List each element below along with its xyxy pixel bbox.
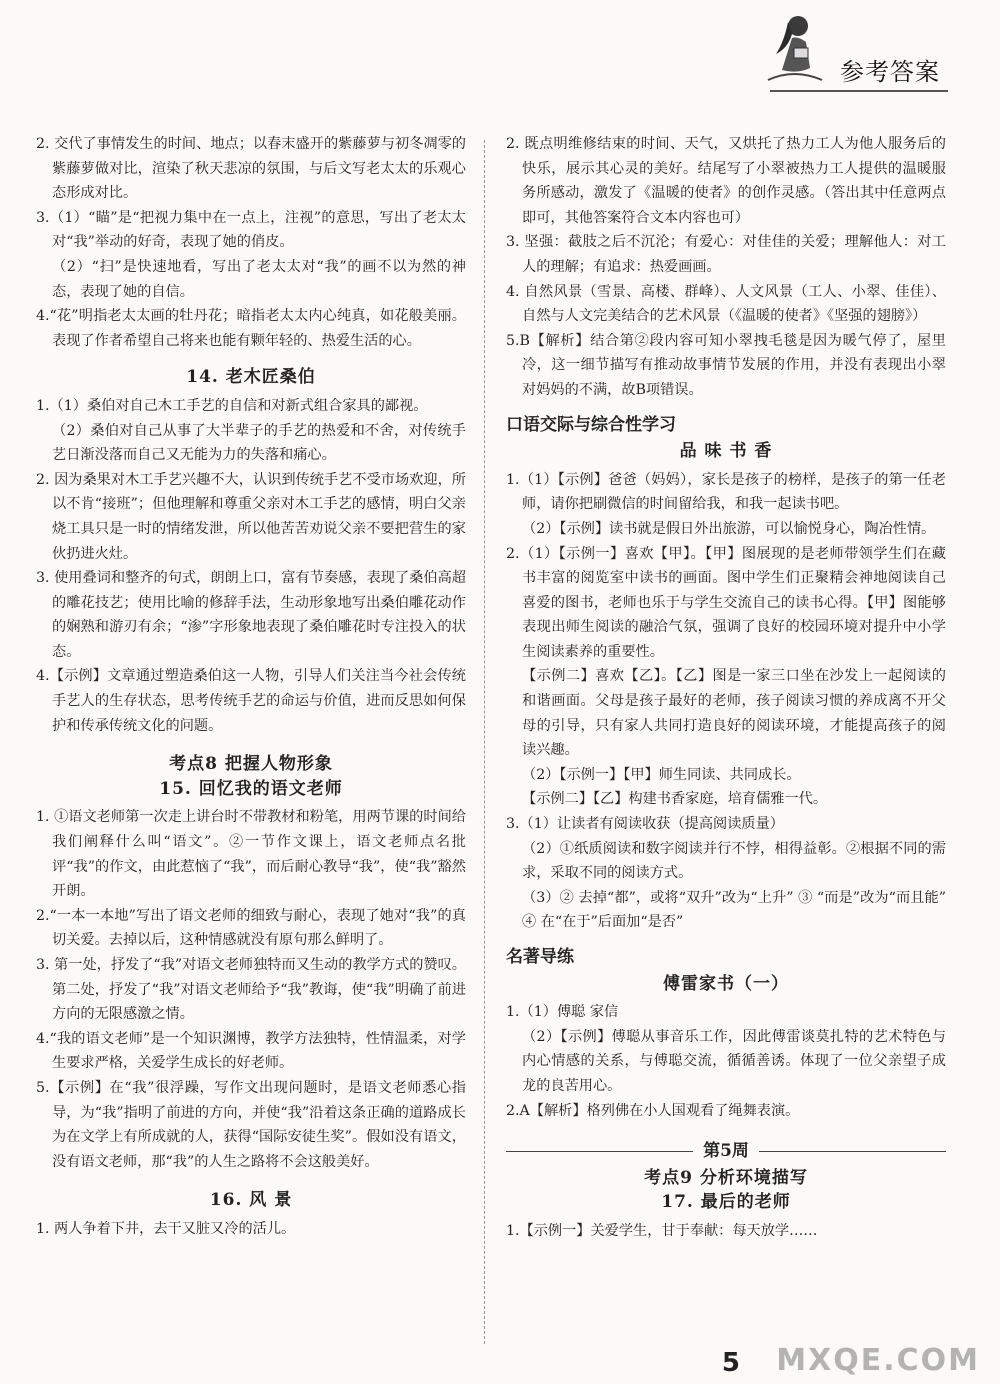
header-rule [770,90,948,92]
pinwei-title: 品 味 书 香 [679,441,773,462]
kaodian-9-title: 考点9 分析环境描写 [644,1167,808,1188]
answer-item: （2）【示例一】【甲】师生同读、共同成长。 [522,766,801,783]
answer-item: 4.【示例】文章通过塑造桑伯这一人物，引导人们关注当今社会传统手艺人的生存状态，思考传统手艺的命运与价值，进而反思如何保护和传承传统文化的问题。 [36,668,466,734]
answer-item: 3. 坚强：截肢之后不沉沦；有爱心：对佳佳的关爱；理解他人：对工人的理解；有追求：热爱画画。 [506,234,946,275]
answer-item: （2）桑伯对自己从事了大半辈子的手艺的热爱和不舍，对传统手艺日渐没落而自己又无能为力的失落和痛心。 [52,422,466,464]
answer-item: 【示例二】【乙】构建书香家庭，培育儒雅一代。 [522,791,828,808]
answer-item: 【示例二】喜欢【乙】。【乙】图是一家三口坐在沙发上一起阅读的和谐画面。父母是孩子最好的老师，孩子阅读习惯的养成离不开父母的引导，只有家人共同打造良好的阅读环境，才能提高孩子的阅读兴趣。 [522,668,946,759]
answer-item: （2）【示例】读书就是假日外出旅游，可以愉悦身心，陶冶性情。 [522,520,936,537]
kaodian-8-title: 考点8 把握人物形象 [169,754,333,775]
week-rule-right [759,1151,946,1152]
answer-item: 5.【示例】在“我”很浮躁，写作文出现问题时，是语文老师悉心指导，为“我”指明了前进的方向，并使“我”沿着这条正确的道路成长为在文学上有所成就的人，获得“国际安徒生奖”。假如没有语文，没有语文老师，那“我”的人生之路将不会这般美好。 [36,1079,466,1170]
watermark: MXQE.COM [776,1343,980,1378]
mingzhu-section-title: 名著导练 [506,947,574,967]
answer-item: 2. 既点明维修结束的时间、天气，又烘托了热力工人为他人服务后的快乐，展示其心灵的美好。结尾写了小翠被热力工人提供的温暖服务所感动，激发了《温暖的使者》的创作灵感。（答出其中任意两点即可，其他答案符合文本内容也可） [506,136,946,226]
week-banner [506,1139,946,1164]
section-title-17: 17. 最后的老师 [661,1192,791,1213]
answer-item: 3.（1）让读者有阅读收获（提高阅读质量） [506,816,784,833]
answer-item: （2）【示例】傅聪从事音乐工作，因此傅雷谈莫扎特的艺术特色与内心情感的关系，与傅聪交流，循循善诱。体现了一位父亲望子成龙的良苦用心。 [522,1028,946,1094]
answer-item: 1. ①语文老师第一次走上讲台时不带教材和粉笔，用两节课的时间给我们阐释什么叫“语文”。②一节作文课上，语文老师点名批评“我”的作文，由此惹恼了“我”，而后耐心教导“我”，使“我”豁然开朗。 [36,809,466,900]
column-divider [484,140,485,1344]
section-title-14: 14. 老木匠桑伯 [186,367,316,388]
answer-item: （3）② 去掉“都”，或将“双升”改为“上升” ③ “而是”改为“而且能” ④ 在“在于”后面加“是否” [522,889,946,931]
answer-item: 1.（1）桑伯对自己木工手艺的自信和对新式组合家具的鄙视。 [36,397,428,414]
answer-item: 3. 第一处，抒发了“我”对语文老师独特而又生动的教学方式的赞叹。第二处，抒发了“我”对语文老师给予“我”教诲，使“我”明确了前进方向的无限感激之情。 [36,957,466,1023]
answer-item: 2.（1）【示例一】喜欢【甲】。【甲】图展现的是老师带领学生们在藏书丰富的阅览室中读书的画面。图中学生们正聚精会神地阅读自己喜爱的图书，老师也乐于与学生交流自己的读书心得。【甲】图能够表现出师生阅读的融洽气氛，强调了良好的校园环境对提升中小学生阅读素养的重要性。 [506,545,946,660]
week-title: 第5周 [703,1141,749,1162]
answer-item: （2）①纸质阅读和数字阅读并行不悖，相得益彰。②根据不同的需求，采取不同的阅读方式。 [522,840,946,882]
answer-item: 2.A【解析】格列佛在小人国观看了绳舞表演。 [506,1102,800,1119]
answer-item: 3.（1）“瞄”是“把视力集中在一点上，注视”的意思，写出了老太太对“我”举动的好奇，表现了她的俏皮。 [36,209,466,251]
answer-item: 4.“花”明指老太太画的牡丹花；暗指老太太内心纯真，如花般美丽。表现了作者希望自己将来也能有颗年轻的、热爱生活的心。 [36,308,466,349]
week-rule-left [506,1151,693,1152]
section-title-15: 15. 回忆我的语文老师 [159,778,343,799]
answer-item: 1.【示例一】关爱学生，甘于奉献：每天放学…… [506,1222,818,1239]
fulei-title: 傅雷家书（一） [663,973,789,994]
answer-item: 4.“我的语文老师”是一个知识渊博，教学方法独特，性情温柔，对学生要求严格，关爱学生成长的好老师。 [36,1030,466,1072]
answer-item: 2. 因为桑果对木工手艺兴趣不大，认识到传统手艺不受市场欢迎，所以不肯“接班”；但他理解和尊重父亲对木工手艺的感情，明白父亲烧工具只是一时的情绪发泄，所以他苦苦劝说父亲不要把营生的家伙扔进火灶。 [36,471,466,562]
header-title: 参考答案 [840,58,940,86]
page-number: 5 [721,1348,740,1378]
answer-item: 1.（1）【示例】爸爸（妈妈），家长是孩子的榜样，是孩子的第一任老师，请你把刷微信的时间留给我，和我一起读书吧。 [506,471,946,513]
answer-item: 4. 自然风景（雪景、高楼、群峰）、人文风景（工人、小翠、佳佳）、自然与人文完美结合的艺术风景（《温暖的使者》《坚强的翅膀》） [506,283,946,325]
section-title-16: 16. 风 景 [209,1190,293,1211]
answer-item: 1. 两人争着下井，去干又脏又冷的活儿。 [36,1220,296,1237]
answer-item: 2.“一本一本地”写出了语文老师的细致与耐心，表现了她对“我”的真切关爱。去掉以后，这种情感就没有原句那么鲜明了。 [36,907,466,949]
answer-item: （2）“扫”是快速地看，写出了老太太对“我”的画不以为然的神态，表现了她的自信。 [52,258,466,300]
answer-item: 3. 使用叠词和整齐的句式，朗朗上口，富有节奏感，表现了桑伯高超的雕花技艺；使用比喻的修辞手法，生动形象地写出桑伯雕花动作的娴熟和游刃有余；“渗”字形象地表现了桑伯雕花时专注投入的状态。 [36,570,466,660]
answer-item: 1.（1）傅聪 家信 [506,1004,619,1021]
answer-item: 5.B【解析】结合第②段内容可知小翠拽毛毯是因为暖气停了，屋里冷，这一细节描写有推动故事情节发展的作用，并没有表现出小翠对妈妈的不满，故B项错误。 [506,332,946,398]
reading-girl-illustration [758,8,828,88]
oral-section-title: 口语交际与综合性学习 [506,414,676,435]
right-column [506,132,946,1244]
answer-item: 2. 交代了事情发生的时间、地点；以春末盛开的紫藤萝与初冬凋零的紫藤萝做对比，渲染了秋天悲凉的氛围，与后文写老太太的乐观心态形成对比。 [36,136,466,202]
left-column [36,132,466,1242]
